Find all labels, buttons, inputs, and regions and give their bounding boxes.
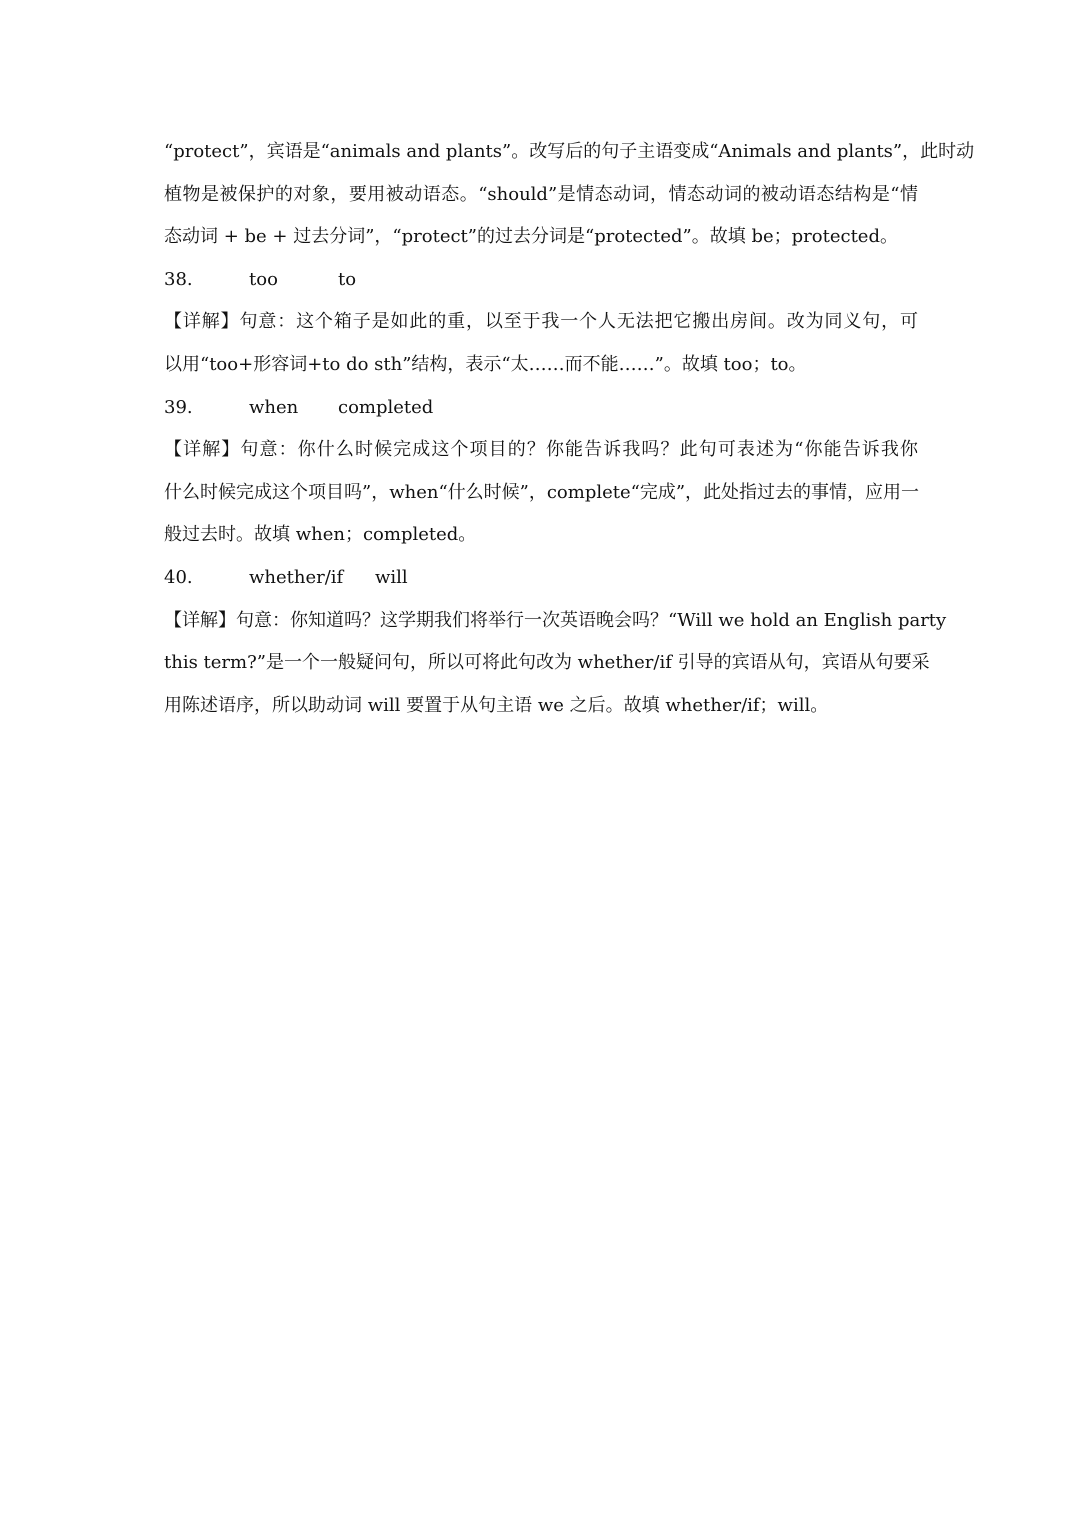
document-body bbox=[164, 131, 975, 727]
answer-blank-2: completed bbox=[338, 396, 434, 418]
question-number: 39. bbox=[164, 396, 193, 418]
explanation-line: 【详解】句意：这个箱子是如此的重，以至于我一个人无法把它搬出房间。改为同义句，可 bbox=[164, 311, 918, 333]
answer-blank-1: when bbox=[249, 396, 299, 418]
paragraph-line: 植物是被保护的对象，要用被动语态。“should”是情态动词，情态动词的被动语态结构是“情 bbox=[164, 183, 918, 205]
answer-blank-1: too bbox=[249, 268, 278, 290]
question-number: 40. bbox=[164, 566, 193, 588]
answer-row-38 bbox=[164, 259, 918, 302]
answer-blank-2: will bbox=[375, 566, 408, 588]
explanation-line: 什么时候完成这个项目吗”，when“什么时候”，complete“完成”，此处指过去的事情，应用一 bbox=[164, 481, 920, 503]
answer-blank-2: to bbox=[338, 268, 357, 290]
explanation-line: this term?”是一个一般疑问句，所以可将此句改为 whether/if 引导的宾语从句，宾语从句要采 bbox=[164, 652, 930, 674]
explanation-line: 【详解】句意：你什么时候完成这个项目的？你能告诉我吗？此句可表述为“你能告诉我你 bbox=[164, 439, 918, 461]
explanation-line: 用陈述语序，所以助动词 will 要置于从句主语 we 之后。故填 whether/if；will。 bbox=[164, 694, 829, 716]
paragraph-line: “protect”，宾语是“animals and plants”。改写后的句子主语变成“Animals and plants”，此时动 bbox=[164, 141, 975, 162]
explanation-line: 般过去时。故填 when；completed。 bbox=[164, 524, 477, 546]
answer-row-40 bbox=[164, 557, 918, 600]
answer-blank-1: whether/if bbox=[249, 566, 344, 588]
explanation-line: 以用“too+形容词+to do sth”结构，表示“太……而不能……”。故填 too；to。 bbox=[164, 353, 807, 375]
explanation-line: 【详解】句意：你知道吗？这学期我们将举行一次英语晚会吗？“Will we hold an English party bbox=[164, 609, 947, 631]
paragraph-line: 态动词 + be + 过去分词”，“protect”的过去分词是“protected”。故填 be；protected。 bbox=[164, 226, 898, 248]
question-number: 38. bbox=[164, 268, 193, 290]
answer-row-39 bbox=[164, 387, 918, 430]
